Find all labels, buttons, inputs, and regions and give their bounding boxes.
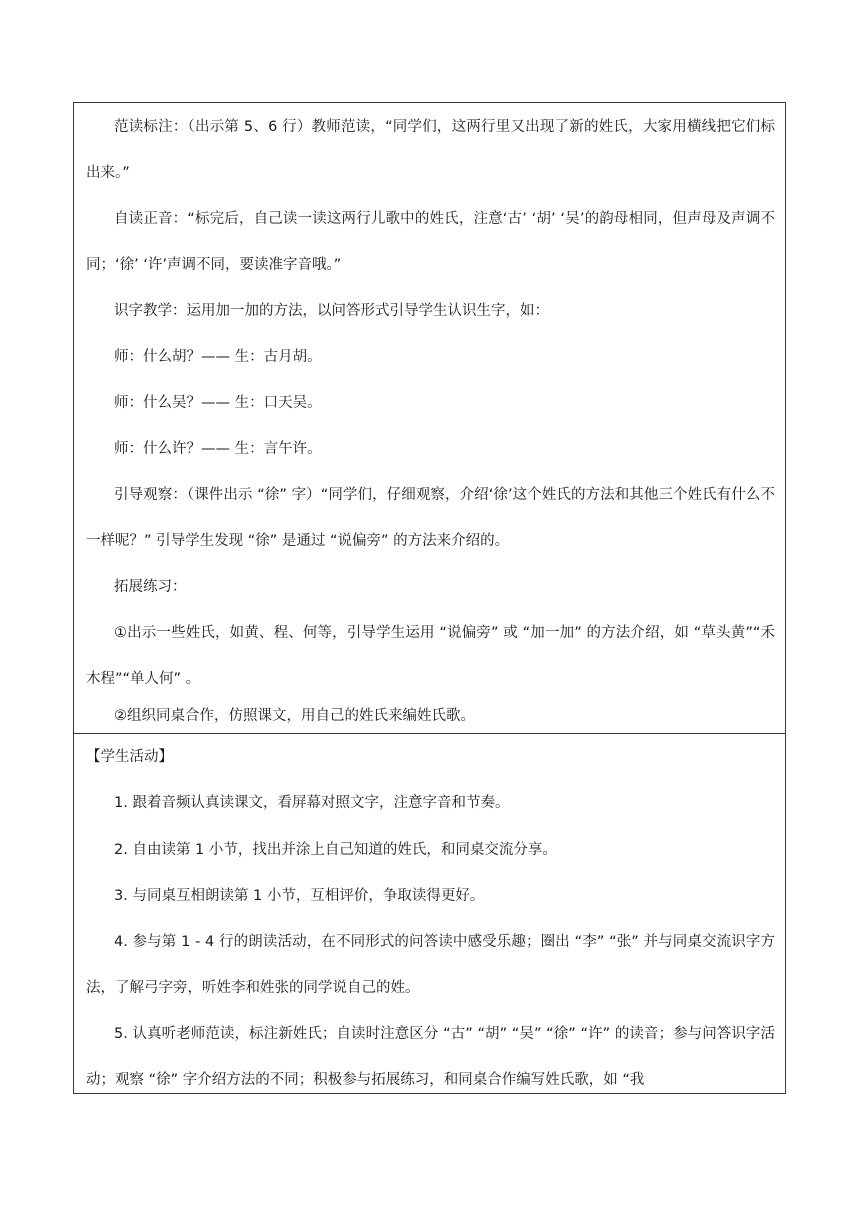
student-activity-heading: 【学生活动】: [86, 749, 173, 765]
paragraph-qa-wu: 师：什么吴？—— 生：口天吴。: [114, 395, 322, 411]
lesson-table: [73, 102, 786, 1094]
student-item-1: 1. 跟着音频认真读课文，看屏幕对照文字，注意字音和节奏。: [114, 795, 510, 811]
student-activity-cell: [74, 734, 785, 1093]
paragraph-self-reading: 自读正音：“标完后，自己读一读这两行儿歌中的姓氏，注意‘古’ ‘胡’ ‘吴’的韵母相同，但声母及声调不同；‘徐’ ‘许’声调不同，要读准字音哦。”: [86, 211, 775, 273]
paragraph-guided-observation: 引导观察：（课件出示 “徐” 字）“同学们，仔细观察，介绍‘徐’这个姓氏的方法和其他三个姓氏有什么不一样呢？” 引导学生发现 “徐” 是通过 “说偏旁” 的方法来介绍的。: [86, 487, 775, 549]
paragraph-extension-title: 拓展练习：: [114, 579, 187, 595]
paragraph-qa-hu: 师：什么胡？—— 生：古月胡。: [114, 349, 322, 365]
paragraph-literacy-teaching: 识字教学：运用加一加的方法，以问答形式引导学生认识生字，如：: [114, 303, 549, 319]
student-item-3: 3. 与同桌互相朗读第 1 小节，互相评价，争取读得更好。: [114, 888, 485, 904]
student-item-4: 4. 参与第 1 - 4 行的朗读活动，在不同形式的问答读中感受乐趣；圈出 “李” “张” 并与同桌交流识字方法，了解弓字旁，听姓李和姓张的同学说自己的姓。: [86, 934, 775, 996]
student-item-5: 5. 认真听老师范读，标注新姓氏；自读时注意区分 “古” “胡” “吴” “徐” “许” 的读音；参与问答识字活动；观察 “徐” 字介绍方法的不同；积极参与拓展练习，和同桌合作编写姓氏歌，如 “我: [86, 1026, 775, 1088]
teacher-activity-cell: [74, 103, 785, 734]
paragraph-qa-xu: 师：什么许？—— 生：言午许。: [114, 441, 322, 457]
paragraph-reading-mark: 范读标注：（出示第 5、6 行）教师范读，“同学们，这两行里又出现了新的姓氏，大家用横线把它们标出来。”: [86, 119, 775, 181]
paragraph-extension-2: ②组织同桌合作，仿照课文，用自己的姓氏来编姓氏歌。: [114, 708, 475, 724]
student-item-2: 2. 自由读第 1 小节，找出并涂上自己知道的姓氏，和同桌交流分享。: [114, 842, 557, 858]
paragraph-extension-1: ①出示一些姓氏，如黄、程、何等，引导学生运用 “说偏旁” 或 “加一加” 的方法介绍，如 “草头黄”“禾木程”“单人何” 。: [86, 625, 775, 687]
